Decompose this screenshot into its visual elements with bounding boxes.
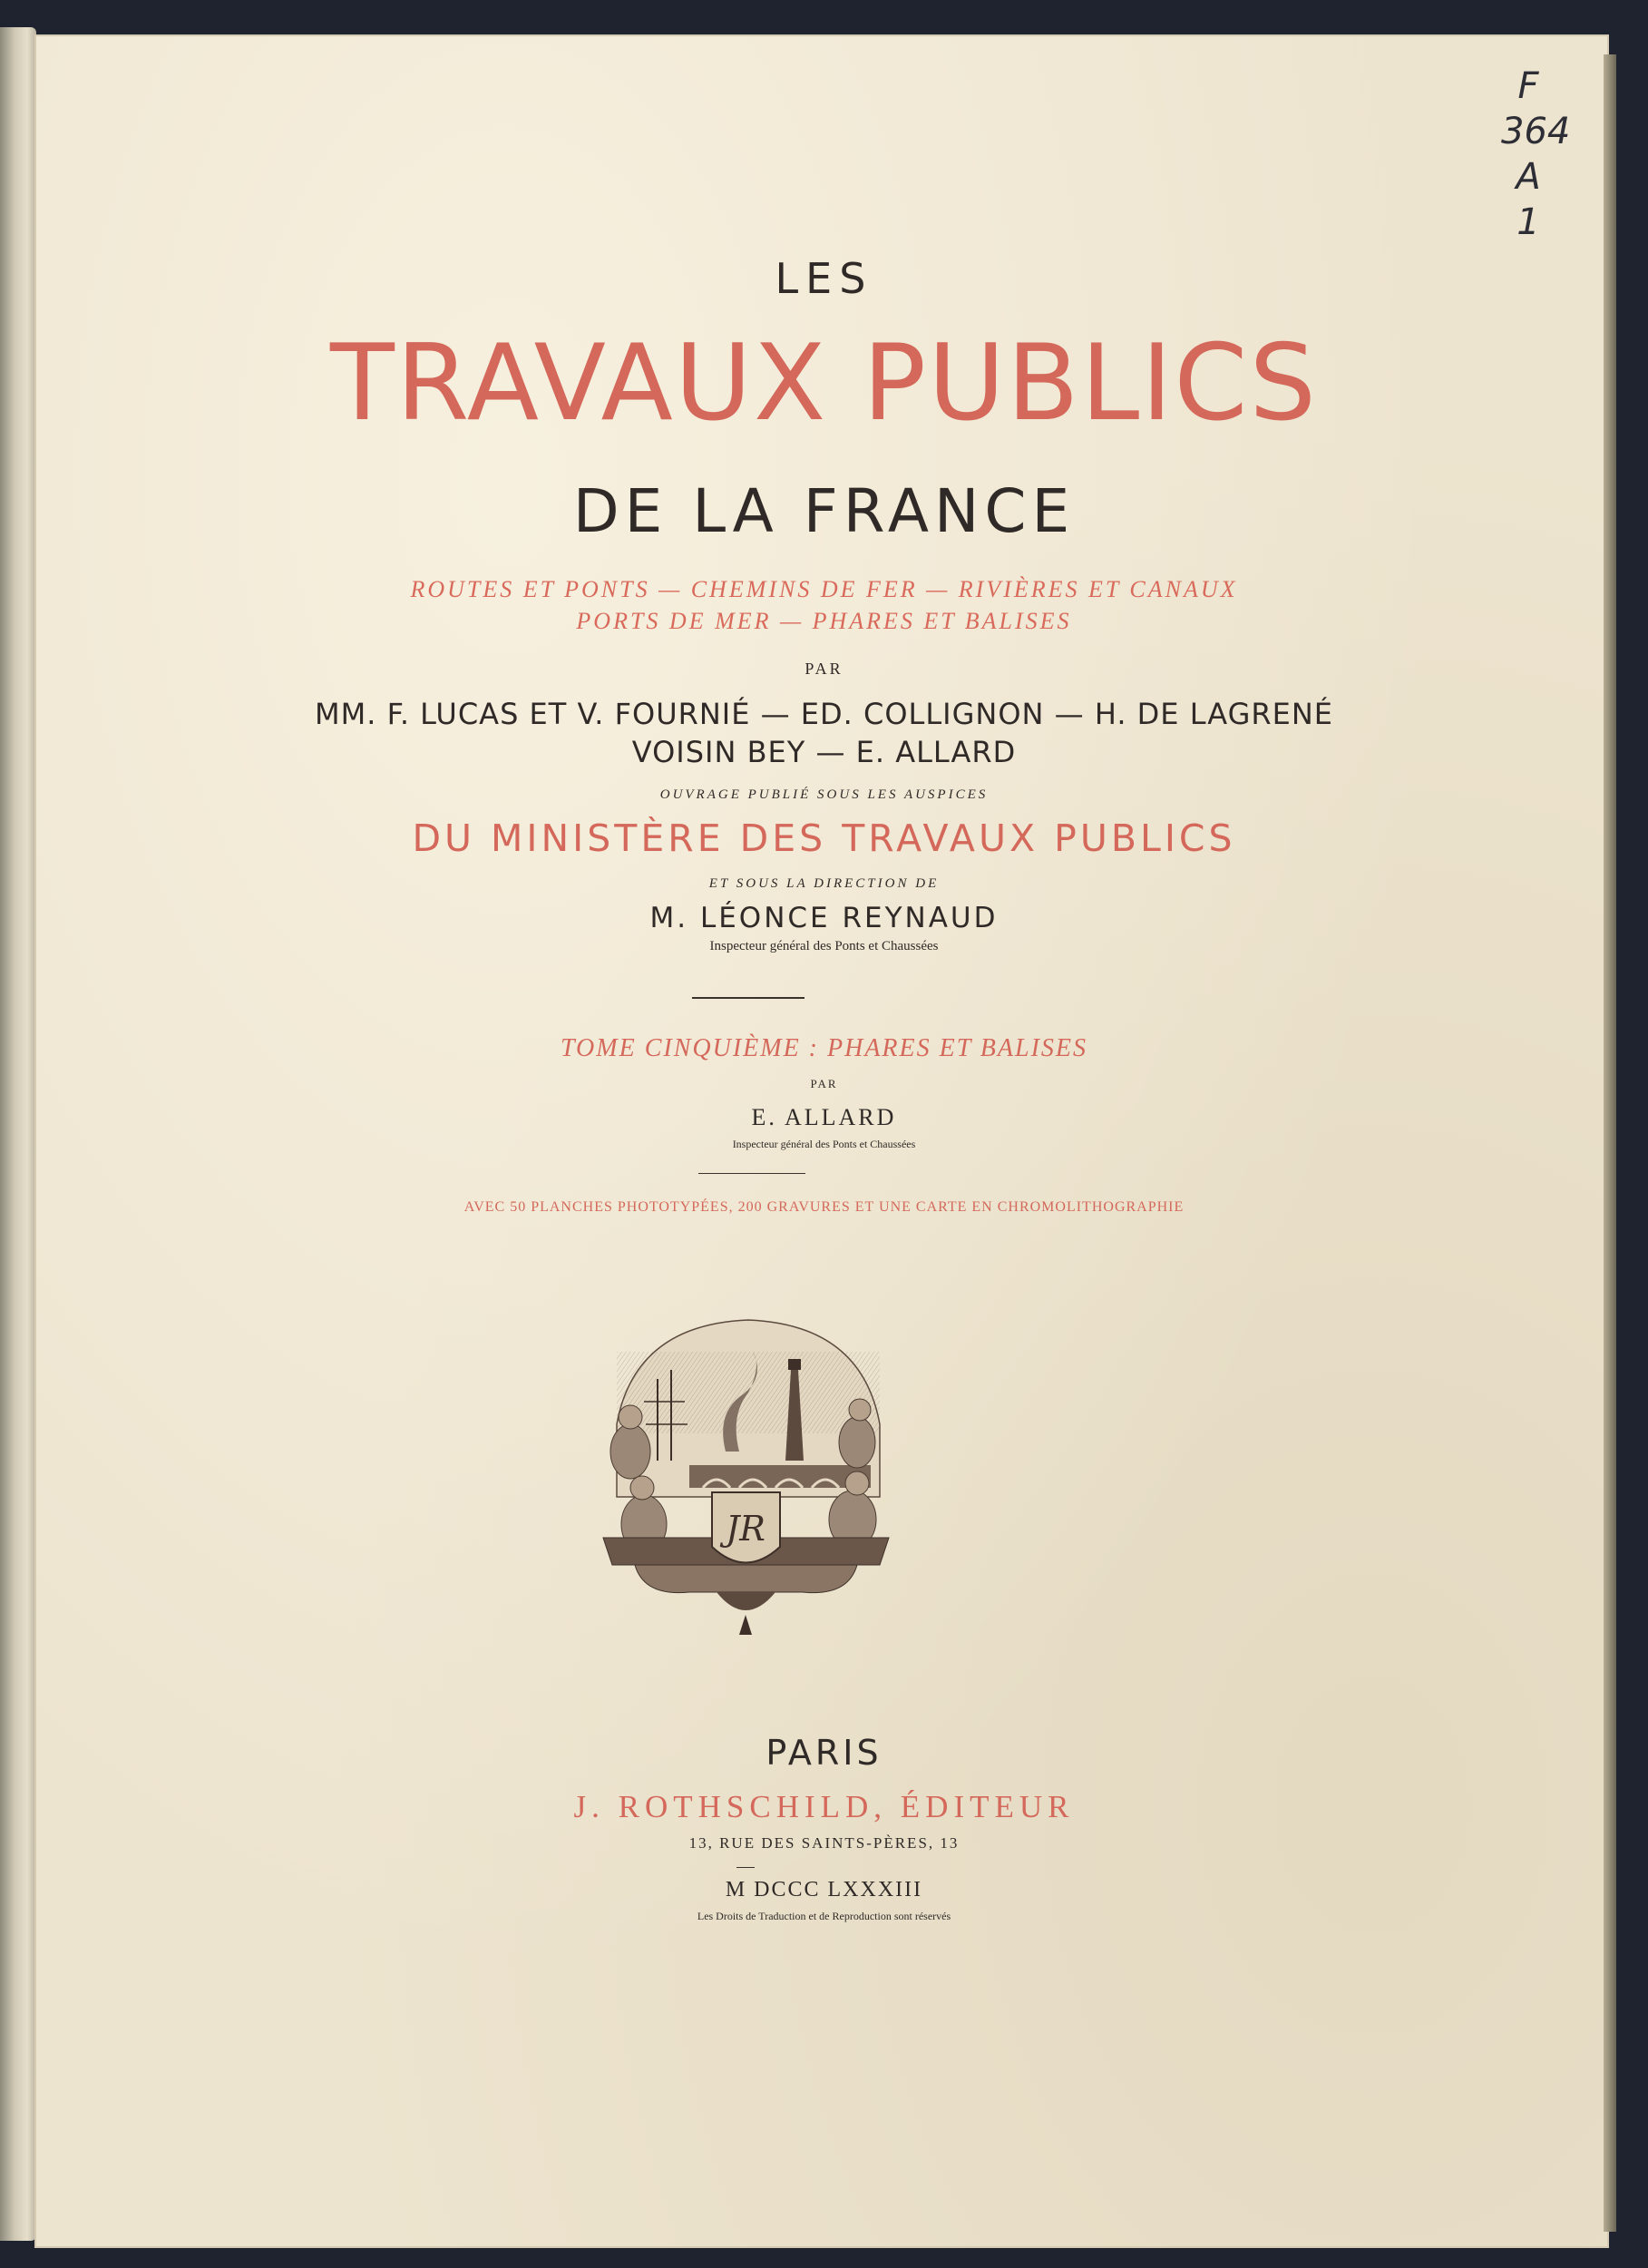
par-label: PAR	[804, 660, 844, 678]
rights-notice: Les Droits de Traduction et de Reproduction sont réservés	[697, 1910, 951, 1922]
director-title: Inspecteur général des Ponts et Chaussées	[709, 939, 939, 953]
subject-line-2: PORTS DE MER — PHARES ET BALISES	[576, 608, 1072, 634]
illustrations-note: AVEC 50 PLANCHES PHOTOTYPÉES, 200 GRAVURES ET UNE CARTE EN CHROMOLITHOGRAPHIE	[463, 1199, 1185, 1215]
authors-line-2: VOISIN BEY — E. ALLARD	[631, 735, 1017, 769]
title-les: LES	[775, 254, 873, 303]
volume-author-title: Inspecteur général des Ponts et Chaussées	[732, 1138, 916, 1150]
imprint-year: M DCCC LXXXIII	[725, 1878, 923, 1901]
handwritten-shelfmark: F 364 A 1	[1501, 65, 1571, 243]
volume-author: E. ALLARD	[751, 1104, 897, 1130]
divider-rule-2	[698, 1173, 805, 1174]
auspices-label: OUVRAGE PUBLIÉ SOUS LES AUSPICES	[659, 787, 989, 802]
imprint-publisher: J. ROTHSCHILD, ÉDITEUR	[573, 1789, 1075, 1824]
volume-par-label: PAR	[810, 1077, 838, 1090]
title-de-la-france: DE LA FRANCE	[572, 476, 1076, 546]
authors-line-1: MM. F. LUCAS ET V. FOURNIÉ — ED. COLLIGNON — H. DE LAGRENÉ	[315, 697, 1333, 731]
title-main: TRAVAUX PUBLICS	[329, 322, 1319, 445]
divider-rule	[692, 997, 804, 999]
engraved-vignette	[580, 1315, 912, 1637]
divider-rule-3	[736, 1867, 755, 1868]
vignette-monogram: JR	[726, 1509, 765, 1549]
volume-title: TOME CINQUIÈME : PHARES ET BALISES	[560, 1034, 1088, 1062]
ministry: DU MINISTÈRE DES TRAVAUX PUBLICS	[412, 816, 1236, 860]
subject-line-1: ROUTES ET PONTS — CHEMINS DE FER — RIVIÈRES ET CANAUX	[410, 576, 1238, 602]
director-name: M. LÉONCE REYNAUD	[649, 902, 999, 934]
imprint-address: 13, RUE DES SAINTS-PÈRES, 13	[688, 1834, 960, 1852]
imprint-city: PARIS	[765, 1733, 883, 1773]
direction-label: ET SOUS LA DIRECTION DE	[708, 876, 940, 891]
